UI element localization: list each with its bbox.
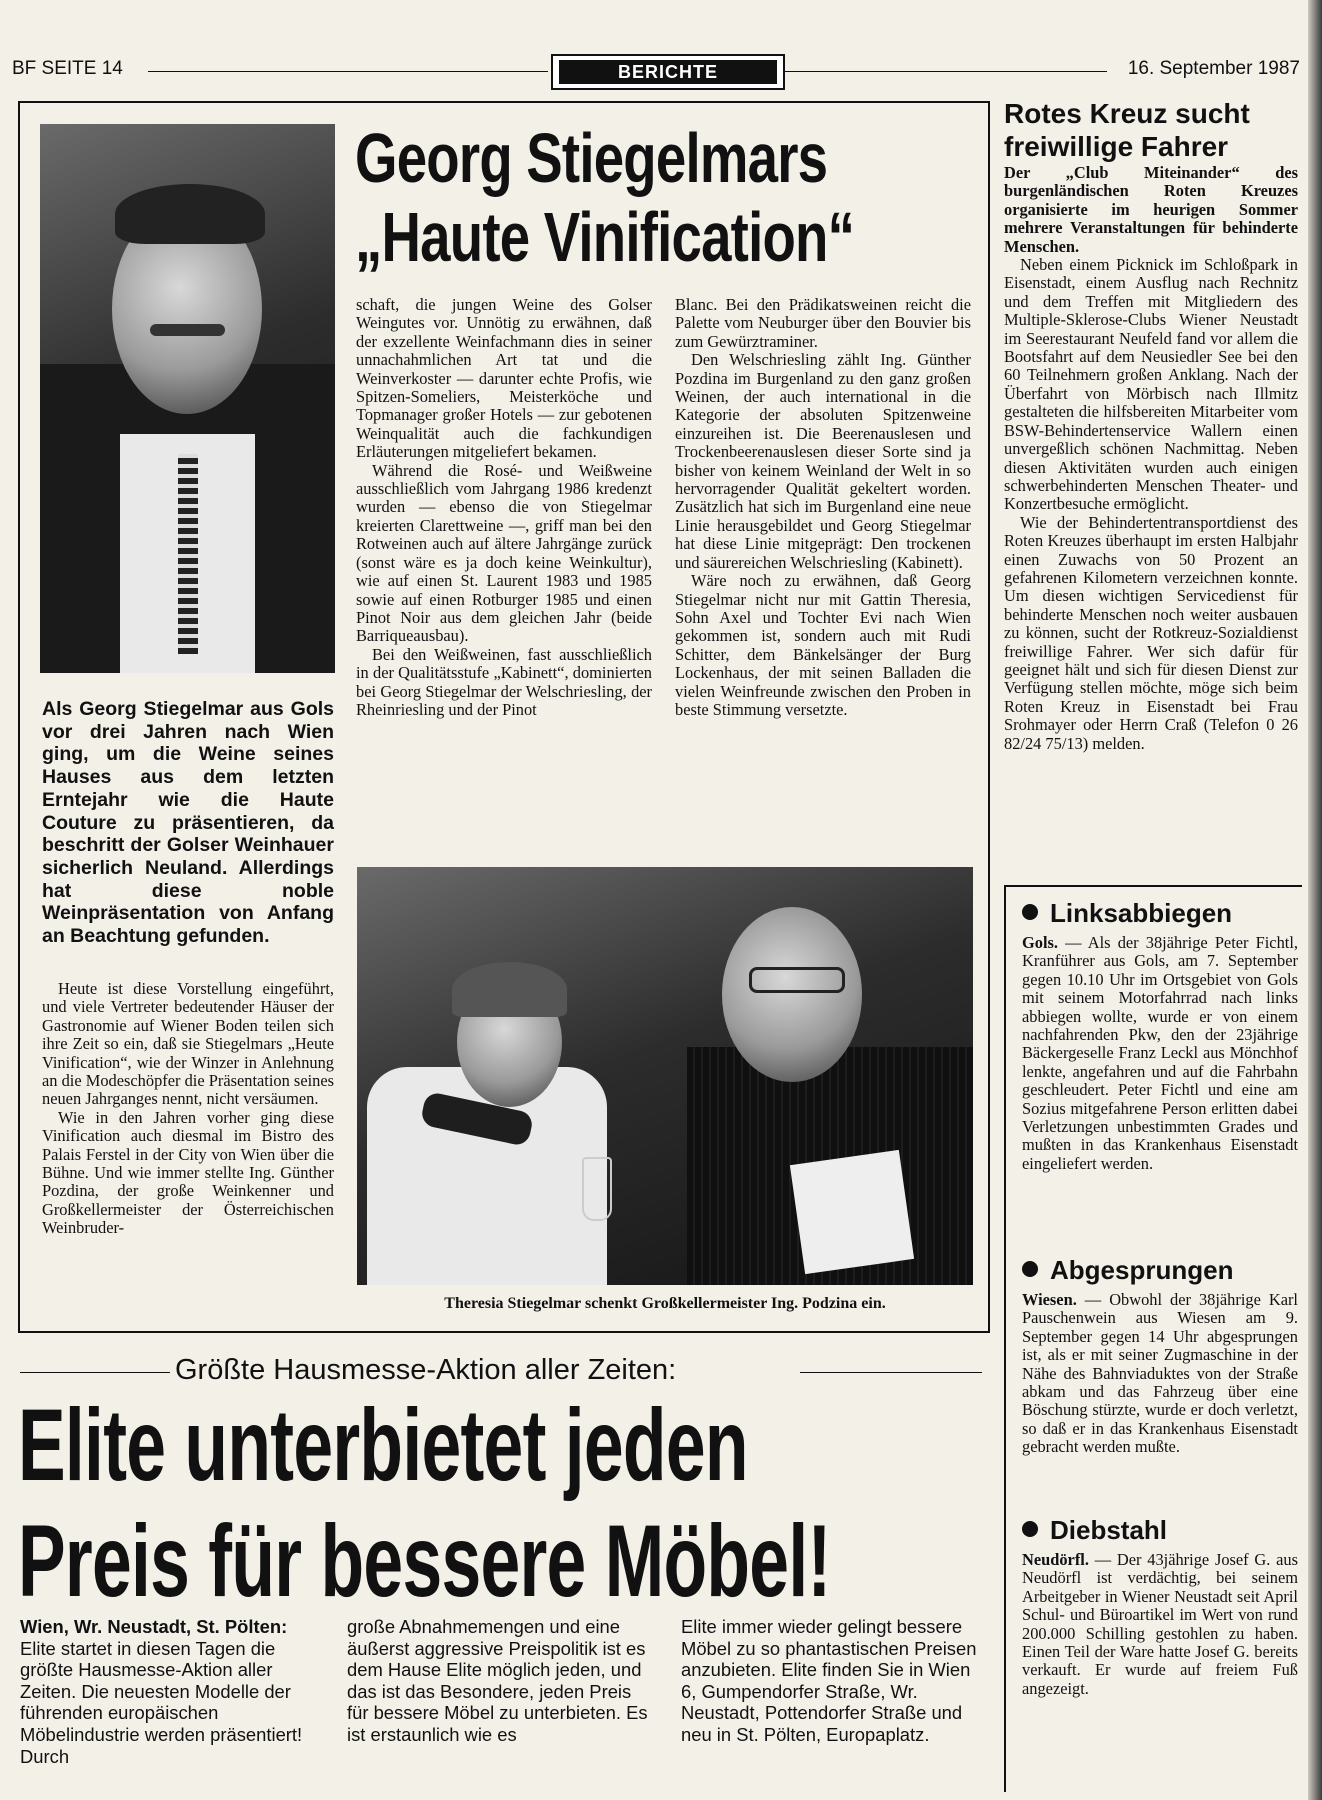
ad-headline-line1: Elite unterbietet jeden <box>18 1388 748 1502</box>
article-column-1 <box>42 980 334 1238</box>
col3-paragraph: Blanc. Bei den Prädikatsweinen reicht die Palette vom Neuburger über den Bouvier bis zum Gewürztraminer. <box>675 295 971 351</box>
col2-paragraph: Während die Rosé- und Weißweine ausschließlich vom Jahrgang 1986 kredenzt wurden — ebenso die von Stiegelmar kreierten Clarettweine —, griff man bei den Rotweinen auch auf ältere Jahrgänge zurück (sonst wäre es ja doch keine Weinkultur), wie auf einen St. Laurent 1983 und 1985 sowie auf einen Rotburger 1985 und einen Pinot Noir aus dem gleichen Jahr (beide Barriqueausbau). <box>356 460 652 646</box>
section-label: BERICHTE <box>559 60 777 84</box>
header-rule-left <box>148 71 548 72</box>
ad-kicker: Größte Hausmesse-Aktion aller Zeiten: <box>175 1354 677 1386</box>
article-column-3 <box>675 296 971 719</box>
header-rule-right <box>785 71 1107 72</box>
article-column-2 <box>356 296 652 719</box>
main-headline-line1: Georg Stiegelmars <box>355 119 828 197</box>
sidebar-intro: Der „Club Miteinander“ des burgenländischen Roten Kreuzes organisierte im heurigen Sommer mehrere Veranstaltungen für behinderte Menschen. <box>1004 163 1298 256</box>
col2-paragraph: schaft, die jungen Weine des Golser Weingutes vor. Unnötig zu erwähnen, daß der exzellente Weinfachmann dies in seiner unnachahmlichen Art tat und die Weinverkoster — darunter echte Profis, wie Spitzen-Someliers, Meisterköche und Topmanager großer Hotels — zur gebotenen Weinqualität auch die fachkundigen Erläuterungen mitgeliefert bekamen. <box>356 295 652 462</box>
brief-title: Abgesprungen <box>1022 1255 1298 1285</box>
main-headline-line2: „Haute Vinification“ <box>355 198 855 276</box>
ad-column-3: Elite immer wieder gelingt bessere Möbel zu so phantastischen Preisen anzubieten. Elite finden Sie in Wien 6, Gumpendorfer Straße, Wr. Neustadt, Pottendorfer Straße und neu in St. Pölten, Europaplatz. <box>681 1616 977 1745</box>
section-badge <box>551 54 785 90</box>
brief-abgesprungen <box>1022 1255 1298 1457</box>
ad-rule-right <box>800 1372 982 1373</box>
sidebar-article <box>1004 164 1298 753</box>
brief-linksabbiegen <box>1022 898 1298 1173</box>
ad-column-1-text: Elite startet in diesen Tagen die größte Hausmesse-Aktion aller Zeiten. Die neuesten Modelle der führenden europäischen Möbelindustrie werden präsentiert! Durch <box>20 1637 303 1767</box>
col1-paragraph: Wie in den Jahren vorher ging diese Vinification auch diesmal im Bistro des Palais Ferstel in der City von Wien über die Bühne. Und wie immer stellte Ing. Günther Pozdina, der große Weinkenner und Großkellermeister der Österreichischen Weinbruder- <box>42 1107 334 1238</box>
sidebar-paragraph: Neben einem Picknick im Schloßpark in Eisenstadt, einem Ausflug nach Rechnitz und dem Treffen mit Mitgliedern des Multiple-Sklerose-Clubs Wiener Neustadt im Seerestaurant Neufeld fand vor allem die Bootsfahrt auf dem Neusiedler See bei den 60 Teilnehmern großen Anklang. Nach der Überfahrt von Mörbisch nach Illmitz gestalteten die hilfsbereiten Mitarbeiter vom BSW-Behindertenservice Wallern einen unvergeßlich schönen Nachmittag. Neben diesen Aktivitäten wurden auch einigen schwerbehinderten Menschen Theater- und Konzertbesuche ermöglicht. <box>1004 255 1298 514</box>
issue-date: 16. September 1987 <box>1127 58 1300 79</box>
ad-lead: Wien, Wr. Neustadt, St. Pölten: <box>20 1616 288 1637</box>
brief-diebstahl <box>1022 1515 1298 1698</box>
col2-paragraph: Bei den Weißweinen, fast ausschließlich in der Qualitätsstufe „Kabinett“, dominierten bei Georg Stiegelmar der Welschriesling, der Rheinriesling und der Pinot <box>356 644 652 719</box>
portrait-photo <box>40 124 335 673</box>
lead-paragraph: Als Georg Stiegelmar aus Gols vor drei Jahren nach Wien ging, um die Weine seines Hauses aus dem letzten Erntejahr wie die Haute Couture zu präsentieren, da beschritt der Golser Weinhauer sicherlich Neuland. Allerdings hat diese noble Weinpräsentation von Anfang an Beachtung gefunden. <box>42 698 334 948</box>
bullet-icon <box>1022 1521 1038 1537</box>
sidebar-headline-line1: Rotes Kreuz sucht <box>1004 98 1250 129</box>
photo-caption: Theresia Stiegelmar schenkt Großkellermeister Ing. Podzina ein. <box>444 1295 886 1312</box>
brief-title: Linksabbiegen <box>1022 898 1298 928</box>
page-number: BF SEITE 14 <box>12 58 123 79</box>
col3-paragraph: Den Welschriesling zählt Ing. Günther Pozdina im Burgenland zu den ganz großen Weinen, der auch international in die Kategorie der absoluten Spitzenweine einzureihen ist. Die Beerenauslesen und Trockenbeerenauslesen dieser Sorte sind ja bisher von keinem Weinland der Welt in so hervorragender Qualität gekeltert worden. Zusätzlich hat sich im Burgenland eine neue Linie herausgebildet und Georg Stiegelmar hat diese Linie mitgeprägt: Den trockenen und säurereichen Welschriesling (Kabinett). <box>675 350 971 572</box>
brief-text: Neudörfl. — Der 43jährige Josef G. aus Neudörfl ist verdächtig, bei seinem Arbeitgeber in Wiener Neustadt seit April Schul- und Büroartikel im Wert von rund 200.000 Schilling gestohlen zu haben. Einen Teil der Ware hatte Josef G. bereits verkauft. Er wurde auf freiem Fuß angezeigt. <box>1022 1550 1298 1698</box>
sidebar-headline-line2: freiwillige Fahrer <box>1004 131 1229 162</box>
brief-title: Diebstahl <box>1022 1515 1298 1545</box>
ad-column-2: große Abnahmemengen und eine äußerst aggressive Preispolitik ist es dem Hause Elite möglich jeden, und das ist das Besondere, jeden Preis für bessere Möbel zu unterbieten. Es ist erstaunlich wie es <box>347 1616 648 1745</box>
scan-binding-edge <box>1308 0 1322 1800</box>
brief-text: Wiesen. — Obwohl der 38jährige Karl Pauschenwein aus Wiesen am 9. September gegen 14 Uhr abgesprungen ist, als er mit seiner Zugmaschine in der Nähe des Bahnviaduktes von der Straße abkam und das Fahrzeug über eine Böschung stürzte, wurde er doch verletzt, so daß er in das Krankenhaus Eisenstadt gebracht werden mußte. <box>1022 1290 1298 1457</box>
sidebar-paragraph: Wie der Behindertentransportdienst des Roten Kreuzes überhaupt im ersten Halbjahr einen Zuwachs von 50 Prozent an gefahrenen Kilometern verzeichnen konnte. Um diesen wichtigen Servicedienst für behinderte Menschen noch weiter ausbauen zu können, sucht der Rotkreuz-Sozialdienst freiwillige Fahrer. Wer sich dafür für geeignet hält und sich für diesen Dienst zur Verfügung stellen möchte, möge sich beim Roten Kreuz in Eisenstadt bei Frau Srohmayer oder Herrn Craß (Telefon 0 26 82/24 75/13) melden. <box>1004 512 1298 753</box>
ad-rule-left <box>20 1372 170 1373</box>
bullet-icon <box>1022 1261 1038 1277</box>
col3-paragraph: Wäre noch zu erwähnen, daß Georg Stiegelmar nicht nur mit Gattin Theresia, Sohn Axel und Tochter Evi nach Wien gekommen ist, sondern auch mit Rudi Schitter, dem Bänkelsänger der Burg Lockenhaus, der mit seinen Balladen die vielen Weinfreunde zwischen den Proben in beste Stimmung versetzte. <box>675 571 971 719</box>
col1-paragraph: Heute ist diese Vorstellung eingeführt, und viele Vertreter bedeutender Häuser der Gastronomie auf Wiener Boden teilen sich ihre Zeit so ein, daß sie Stiegelmars „Heute Vinification“, wie der Winzer in Anlehnung an die Modeschöpfer die Präsentation seines neuen Jahrganges nennt, nicht versäumen. <box>42 979 334 1109</box>
brief-text: Gols. — Als der 38jährige Peter Fichtl, Kranführer aus Gols, am 7. September gegen 10.10 Uhr im Ortsgebiet von Gols mit seinem Motorfahrrad nach links abbiegen wollte, wurde er von einem nachfahrenden Pkw, den der 23jährige Bäckergeselle Franz Leckl aus Mönchhof lenkte, angefahren und auf die Fahrbahn geschleudert. Peter Fichtl und eine am Sozius mitgefahrene Person erlitten dabei Verletzungen unbestimmten Grades und mußten in das Krankenhaus Eisenstadt eingeliefert werden. <box>1022 933 1298 1173</box>
bullet-icon <box>1022 904 1038 920</box>
event-photo <box>357 867 973 1285</box>
ad-column-1 <box>20 1616 320 1767</box>
ad-headline-line2: Preis für bessere Möbel! <box>18 1504 831 1618</box>
